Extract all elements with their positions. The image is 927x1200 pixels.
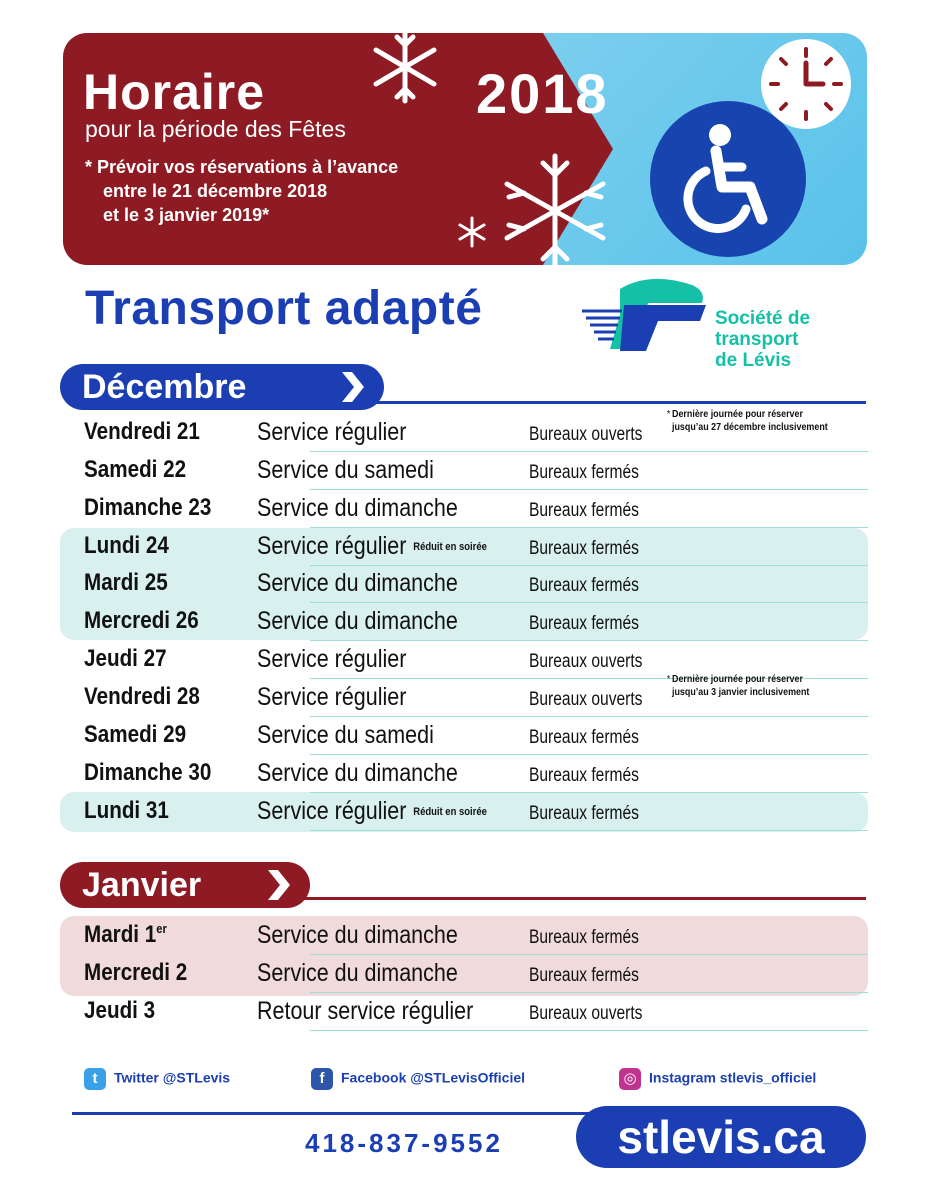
office-status: Bureaux ouverts — [529, 651, 643, 672]
reduced-note: Réduit en soirée — [413, 806, 487, 818]
schedule-row — [60, 955, 868, 993]
service-text: Service régulier — [257, 797, 407, 825]
website-link[interactable]: stlevis.ca — [576, 1106, 866, 1168]
chevron-right-icon — [256, 862, 302, 908]
facebook-link[interactable] — [311, 1068, 525, 1090]
phone-number[interactable]: 418-837-9552 — [305, 1128, 503, 1158]
service-text: Service du dimanche — [257, 921, 458, 949]
day-label — [84, 569, 168, 597]
banner-note-line: et le 3 janvier 2019* — [103, 205, 270, 225]
reservation-note-line: jusqu’au 27 décembre inclusivement — [672, 421, 828, 433]
service-text: Service du dimanche — [257, 607, 458, 635]
day-text: Vendredi 28 — [84, 683, 200, 710]
reservation-note-line: Dernière journée pour réserver — [672, 408, 803, 420]
office-status: Bureaux fermés — [529, 613, 639, 634]
service-label — [257, 921, 458, 950]
day-label — [84, 997, 155, 1025]
service-label — [257, 494, 458, 523]
header-banner — [63, 33, 867, 265]
schedule-row — [60, 993, 868, 1031]
service-text: Service régulier — [257, 532, 407, 560]
reservation-note: * Dernière journée pour réserver jusqu’au 3 janvier inclusivement — [666, 673, 810, 698]
day-text: Mardi 1 — [84, 921, 157, 948]
day-label — [84, 683, 200, 711]
service-label — [257, 759, 458, 788]
day-label — [84, 959, 187, 987]
footer-rule — [72, 1112, 632, 1115]
logo-text-line: Société de — [715, 308, 811, 329]
day-label — [84, 607, 199, 635]
day-text: Dimanche 23 — [84, 494, 212, 521]
logo-text — [715, 308, 810, 371]
twitter-icon: t — [84, 1068, 106, 1090]
snowflake-icon — [495, 151, 615, 265]
day-label — [84, 797, 169, 825]
service-text: Retour service régulier — [257, 997, 474, 1025]
service-label — [257, 797, 487, 826]
day-text: Dimanche 30 — [84, 759, 212, 786]
day-text: Mardi 25 — [84, 569, 168, 596]
row-divider — [310, 830, 868, 832]
schedule-row — [60, 755, 868, 793]
schedule-row — [60, 452, 868, 490]
instagram-link[interactable] — [619, 1068, 816, 1090]
service-label — [257, 959, 458, 988]
service-label — [257, 721, 434, 750]
schedule-row — [60, 528, 868, 566]
reservation-note-line: Dernière journée pour réserver — [672, 673, 803, 685]
schedule-row — [60, 408, 868, 452]
chevron-right-icon — [330, 364, 376, 410]
office-status: Bureaux ouverts — [529, 424, 643, 445]
schedule-row — [60, 490, 868, 528]
banner-subtitle: pour la période des Fêtes — [85, 116, 346, 142]
row-divider — [310, 1030, 868, 1032]
service-label — [257, 607, 458, 636]
service-text: Service du samedi — [257, 721, 434, 749]
month-label: Janvier — [82, 866, 202, 904]
day-text: Lundi 31 — [84, 797, 169, 824]
clock-icon — [761, 39, 851, 129]
twitter-label: Twitter @STLevis — [114, 1069, 231, 1086]
instagram-label: Instagram stlevis_officiel — [649, 1069, 817, 1086]
schedule-row — [60, 603, 868, 641]
schedule-row — [60, 673, 868, 717]
stl-logo-icon — [580, 275, 710, 355]
day-text: Jeudi 27 — [84, 645, 167, 672]
day-text: Vendredi 21 — [84, 418, 200, 445]
office-status: Bureaux fermés — [529, 500, 639, 521]
office-status: Bureaux fermés — [529, 575, 639, 596]
service-text: Service régulier — [257, 683, 407, 711]
office-status: Bureaux fermés — [529, 727, 639, 748]
service-label — [257, 569, 458, 598]
month-header-janvier — [60, 862, 310, 908]
service-label — [257, 456, 434, 485]
facebook-label: Facebook @STLevisOfficiel — [341, 1069, 526, 1086]
day-superscript: er — [156, 921, 167, 936]
snowflake-icon — [365, 33, 445, 107]
day-text: Mercredi 26 — [84, 607, 199, 634]
banner-note-line: * Prévoir vos réservations à l’avance — [85, 157, 399, 177]
service-label — [257, 645, 406, 674]
day-label — [84, 921, 167, 949]
day-label — [84, 418, 200, 446]
day-label — [84, 456, 186, 484]
reservation-note: * Dernière journée pour réserver jusqu’au 27 décembre inclusivement — [666, 408, 828, 433]
office-status: Bureaux fermés — [529, 803, 639, 824]
month-underline — [300, 401, 866, 404]
day-label — [84, 532, 169, 560]
office-status: Bureaux fermés — [529, 462, 639, 483]
office-status: Bureaux ouverts — [529, 1003, 643, 1024]
snowflake-icon — [455, 215, 489, 249]
day-label — [84, 721, 186, 749]
day-text: Jeudi 3 — [84, 997, 156, 1024]
service-text: Service régulier — [257, 418, 407, 446]
instagram-icon: ◎ — [619, 1068, 641, 1090]
service-label — [257, 532, 487, 561]
service-label — [257, 418, 406, 447]
office-status: Bureaux fermés — [529, 927, 639, 948]
page-title: Transport adapté — [85, 282, 483, 335]
day-text: Samedi 22 — [84, 456, 187, 483]
office-status: Bureaux fermés — [529, 765, 639, 786]
service-label — [257, 997, 473, 1026]
day-text: Samedi 29 — [84, 721, 187, 748]
day-text: Mercredi 2 — [84, 959, 188, 986]
logo-text-line: transport — [715, 329, 799, 350]
service-text: Service du dimanche — [257, 569, 458, 597]
banner-year: 2018 — [476, 62, 609, 125]
service-text: Service régulier — [257, 645, 407, 673]
office-status: Bureaux fermés — [529, 965, 639, 986]
service-text: Service du dimanche — [257, 494, 458, 522]
day-text: Lundi 24 — [84, 532, 169, 559]
service-text: Service du dimanche — [257, 759, 458, 787]
schedule-row — [60, 717, 868, 755]
banner-title: Horaire — [83, 64, 266, 120]
reduced-note: Réduit en soirée — [413, 541, 487, 553]
reservation-note-line: jusqu’au 3 janvier inclusivement — [672, 686, 810, 698]
day-label — [84, 645, 167, 673]
office-status: Bureaux fermés — [529, 538, 639, 559]
schedule-row — [60, 793, 868, 831]
month-label: Décembre — [82, 368, 247, 406]
office-status: Bureaux ouverts — [529, 689, 643, 710]
day-label — [84, 494, 211, 522]
banner-note — [85, 155, 398, 227]
facebook-icon: f — [311, 1068, 333, 1090]
schedule-row — [60, 917, 868, 955]
service-text: Service du samedi — [257, 456, 434, 484]
schedule-row — [60, 565, 868, 603]
logo-text-line: de Lévis — [715, 350, 792, 371]
service-text: Service du dimanche — [257, 959, 458, 987]
month-header-decembre — [60, 364, 384, 410]
service-label — [257, 683, 406, 712]
banner-note-line: entre le 21 décembre 2018 — [103, 181, 328, 201]
month-underline — [290, 897, 866, 900]
day-label — [84, 759, 211, 787]
twitter-link[interactable] — [84, 1068, 230, 1090]
